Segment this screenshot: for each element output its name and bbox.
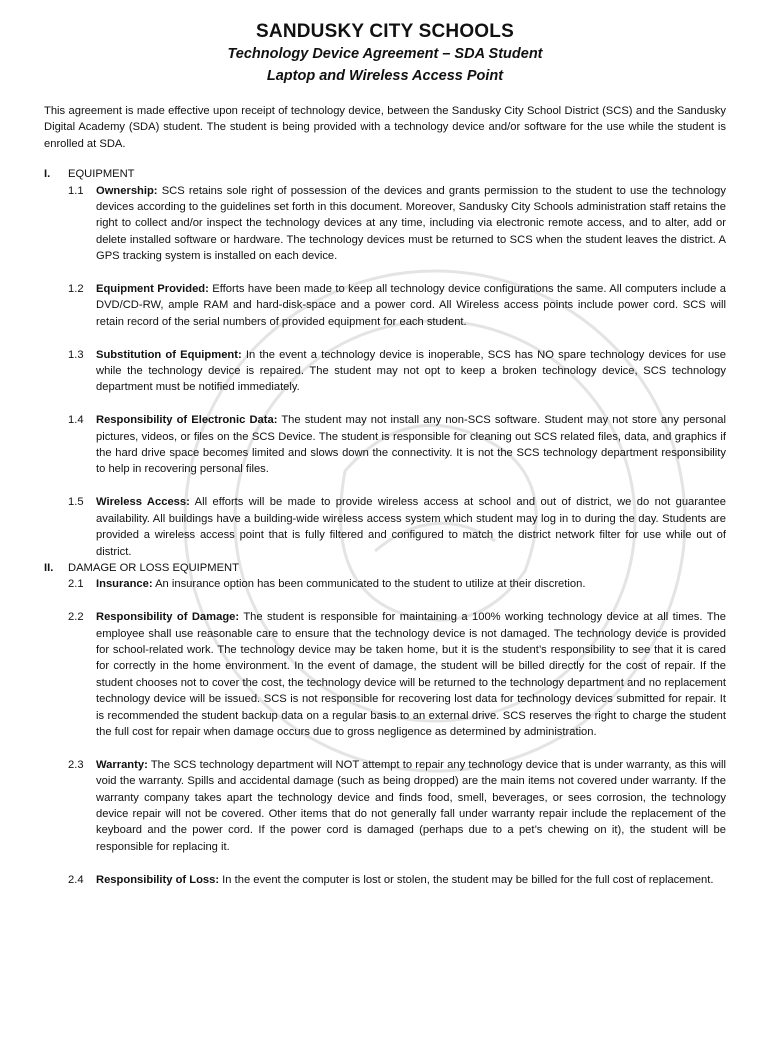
clause-label: Responsibility of Electronic Data: [96, 414, 278, 427]
clause-number: 1.5 [68, 496, 84, 509]
clause-text: All efforts will be made to provide wireless access at school and out of district, we do not guarantee availability. All buildings have a building-wide wireless access system which student may log in to during the day. Students are provided a wireless access point that is fully filtered and configured to match the district network filter for use while out of district. [96, 496, 726, 558]
clause-text: SCS retains sole right of possession of the devices and grants permission to the student to use the technology devices according to the guidelines set forth in this document. Moreover, Sandusky City Schools administration staff retains the right to collect and/or inspect the technology devices at any time, including via electronic remote access, and to alter, add or delete installed software or hardware. The technology devices must be returned to SCS when the student leaves the district. A GPS tracking system is installed on each device. [96, 184, 726, 263]
clause-2-3 [68, 757, 726, 855]
section-equipment [44, 166, 726, 560]
clause-number: 2.4 [68, 873, 84, 886]
section-heading [44, 560, 726, 576]
section-number: I. [44, 168, 51, 181]
clause-label: Insurance: [96, 578, 153, 591]
clause-label: Wireless Access: [96, 496, 190, 509]
clause-label: Responsibility of Loss: [96, 873, 220, 886]
clause-number: 2.1 [68, 578, 84, 591]
intro-paragraph: This agreement is made effective upon receipt of technology device, between the Sandusky City School District (SCS) and the Sandusky Digital Academy (SDA) student. The student is being provided with a technology device and/or software for the use while the student is enrolled at SDA. [44, 105, 726, 150]
clause-label: Responsibility of Damage: [96, 611, 240, 624]
clause-number: 2.2 [68, 611, 84, 624]
clause-label: Warranty: [96, 758, 148, 771]
clause-number: 1.3 [68, 348, 84, 361]
clause-1-2 [68, 281, 726, 330]
clause-1-3 [68, 347, 726, 396]
section-number: II. [44, 561, 54, 574]
document-subtitle-line1: Technology Device Agreement – SDA Student [227, 46, 543, 62]
clause-text: The student may not install any non-SCS software. Student may not store any personal pictures, videos, or files on the SCS Device. The student is responsible for cleaning out SCS related files, data, and graphics if the hard drive space becomes limited and slows down the connectivity. It is not the SCS technology department responsibility to help in recovering personal files. [96, 414, 726, 476]
section-title: EQUIPMENT [68, 168, 135, 181]
clause-text: In the event the computer is lost or stolen, the student may be billed for the full cost of replacement. [219, 873, 714, 886]
clause-label: Ownership: [96, 184, 158, 197]
document-page [0, 21, 770, 888]
clause-1-1 [68, 183, 726, 265]
clause-number: 1.1 [68, 184, 84, 197]
clause-text: The SCS technology department will NOT attempt to repair any technology device that is under warranty, as this will void the warranty. Spills and accidental damage (such as being dropped) are the main items not covered under warranty. If the warranty company takes apart the technology device and finds food, smell, beverages, or sees corrosion, the technology device repair will not be covered. Other items that do not generally fall under warranty repair include the replacement of the keyboard and the power cord. If the power cord is damaged (perhaps due to a pet’s chewing on it), the student will be responsible for replacing it. [96, 758, 726, 853]
document-subtitle-line2: Laptop and Wireless Access Point [266, 68, 504, 84]
clause-text: In the event a technology device is inoperable, SCS has NO spare technology devices for use while the technology device is repaired. The student may not opt to keep a broken technology device, SCS technology department must be notified immediately. [96, 348, 726, 394]
clause-text: The student is responsible for maintaining a 100% working technology device at all times. The employee shall use reasonable care to ensure that the technology device is not damaged. The technology device is provided for school-related work. The technology device may be taken home, but it is the student’s responsibility to see that it is cared for correctly in the home environment. In the event of damage, the student will be billed directly for the cost of repair. If the student chooses not to cover the cost, the technology device will be returned to the technology department and no replacement technology device will be issued. SCS is not responsible for recovering lost data for technology devices submitted for repair. It is recommended the student backup data on a regular basis to an external drive. SCS reserves the right to charge the student the full cost for repair when damage occurs due to gross negligence as determined by administration. [96, 611, 726, 738]
clause-2-1 [68, 576, 726, 592]
clause-number: 2.3 [68, 758, 84, 771]
clause-label: Substitution of Equipment: [96, 348, 242, 361]
clause-2-2 [68, 609, 726, 740]
section-heading [44, 166, 726, 182]
clause-label: Equipment Provided: [96, 283, 209, 296]
section-damage-or-loss [44, 560, 726, 888]
document-title: SANDUSKY CITY SCHOOLS [256, 21, 514, 42]
section-title: DAMAGE OR LOSS EQUIPMENT [68, 561, 239, 574]
clause-text: Efforts have been made to keep all technology device configurations the same. All computers include a DVD/CD-RW, ample RAM and hard-disk-space and a power cord. All Wireless access points include power cord. SCS will retain record of the serial numbers of provided equipment for each student. [96, 283, 726, 328]
clause-number: 1.4 [68, 414, 84, 427]
clause-text: An insurance option has been communicated to the student to utilize at their discretion. [152, 578, 586, 591]
clause-1-5 [68, 494, 726, 560]
clause-2-4 [68, 872, 726, 888]
clause-number: 1.2 [68, 283, 84, 296]
clause-1-4 [68, 412, 726, 478]
